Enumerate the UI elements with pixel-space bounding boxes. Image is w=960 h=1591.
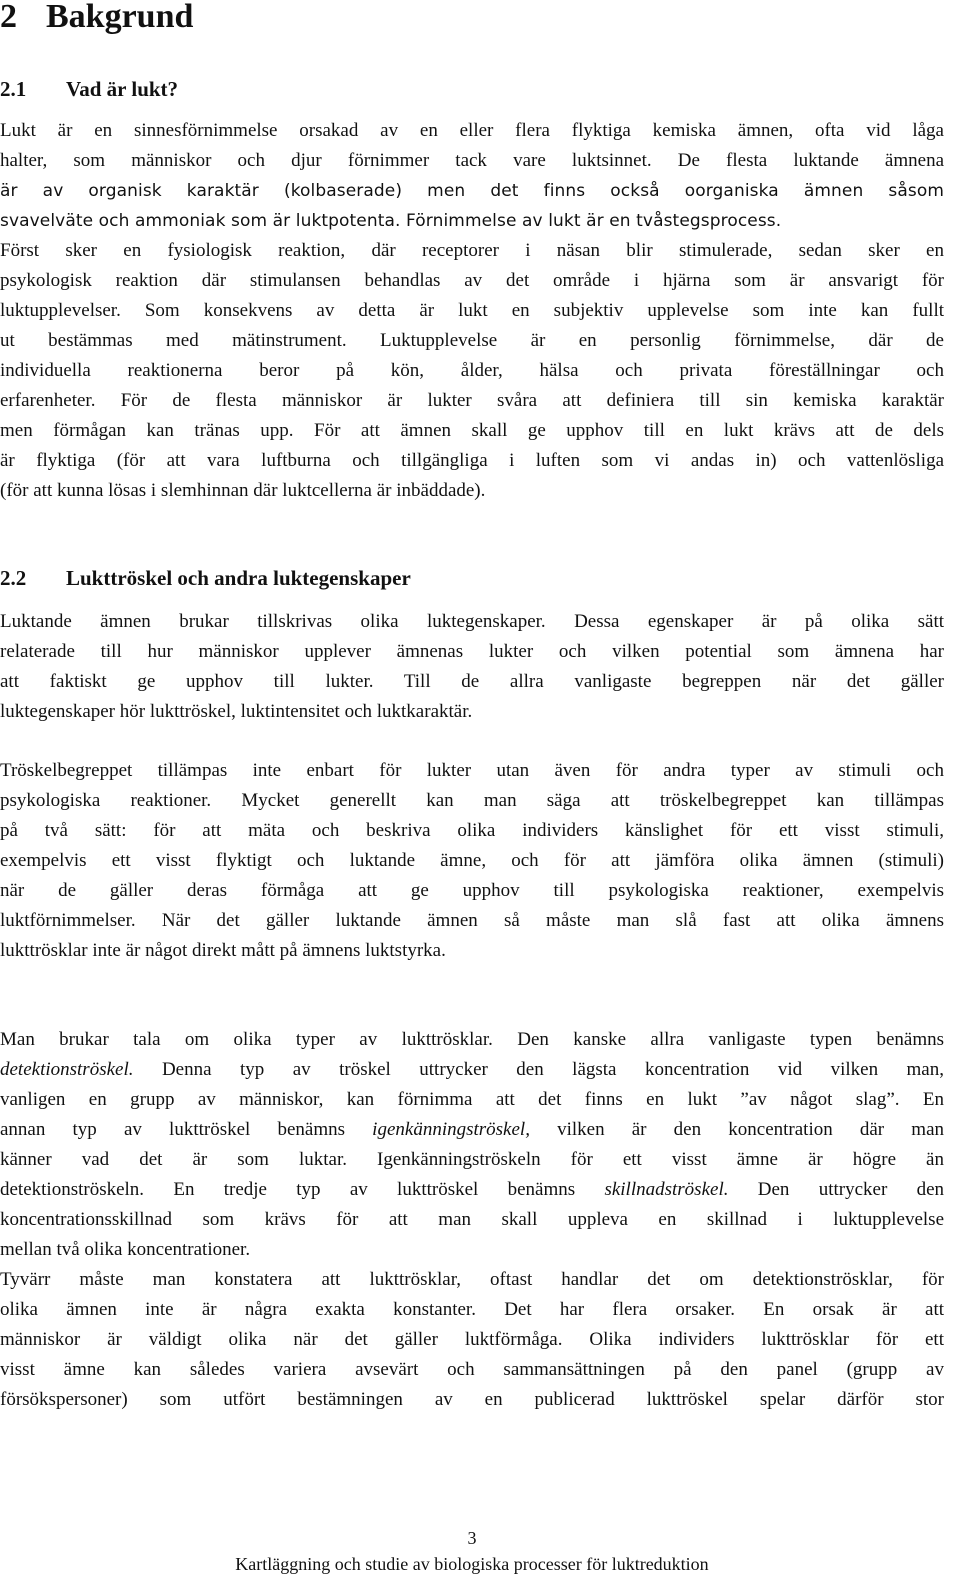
section-heading-2-1 — [0, 77, 178, 101]
term-difference-threshold: skillnadströskel. — [604, 1179, 729, 1200]
paragraph-odour-properties — [0, 607, 944, 727]
page-number: 3 — [467, 1528, 477, 1548]
text-line: psykologisk reaktion där stimulansen behandlas av det område i hjärna som är ansvarigt för — [0, 270, 944, 291]
text-line: vanligen en grupp av människor, kan förnimma att det finns en lukt ”av något slag”. En — [0, 1089, 944, 1110]
text-line: luktegenskaper hör lukttröskel, luktintensitet och luktkaraktär. — [0, 701, 473, 722]
term-detection-threshold: detektionströskel. — [0, 1059, 134, 1080]
text-line: relaterade till hur människor upplever ämnenas lukter och vilken potential som ämnena har — [0, 641, 944, 662]
section-number: 2.1 — [0, 77, 27, 101]
text-line: att faktiskt ge upphov till lukter. Till de allra vanligaste begreppen när det gäller — [0, 671, 944, 692]
chapter-number: 2 — [0, 0, 17, 35]
text-line: individuella reaktionerna beror på kön, ålder, hälsa och privata föreställningar och — [0, 360, 944, 381]
paragraph-threshold-variation — [0, 1265, 944, 1415]
text-line: Man brukar tala om olika typer av lukttrösklar. Den kanske allra vanligaste typen benämns — [0, 1029, 944, 1050]
text-line: (för att kunna lösas i slemhinnan där luktcellerna är inbäddade). — [0, 480, 486, 501]
text-line: Först sker en fysiologisk reaktion, där receptorer i näsan blir stimulerade, sedan sker en — [0, 240, 944, 261]
section-number: 2.2 — [0, 566, 27, 590]
text-line: människor är väldigt olika när det gäller luktförmåga. Olika individers lukttrösklar för ett — [0, 1329, 944, 1350]
text-line: luktförnimmelser. När det gäller luktande ämnen så måste man slå fast att olika ämnens — [0, 910, 944, 931]
paragraph-what-is-smell — [0, 116, 944, 506]
section-title: Lukttröskel och andra luktegenskaper — [66, 566, 411, 590]
text-line: ut bestämmas med mätinstrument. Luktupplevelse är en personlig förnimmelse, där de — [0, 330, 944, 351]
text-line: Tröskelbegreppet tillämpas inte enbart för lukter utan även för andra typer av stimuli och — [0, 760, 944, 781]
term-recognition-threshold: igenkänningströskel, — [372, 1119, 530, 1140]
text-line: halter, som människor och djur förnimmer tack vare luktsinnet. De flesta luktande ämnena — [0, 150, 944, 171]
text-line: psykologiska reaktioner. Mycket generellt kan man säga att tröskelbegreppet kan tillämpas — [0, 790, 944, 811]
text-line: är flyktiga (för att vara luftburna och tillgängliga i luften som vi andas in) och vattenlösliga — [0, 450, 944, 471]
section-title: Vad är lukt? — [66, 77, 179, 101]
text-line: visst ämne kan således variera avsevärt och sammansättningen på den panel (grupp av — [0, 1359, 944, 1380]
text-line: svavelväte och ammoniak som är luktpotenta. Förnimmelse av lukt är en tvåstegsprocess. — [0, 211, 782, 231]
text-line: annan typ av lukttröskel benämns igenkänningströskel, vilken är den koncentration där man — [0, 1119, 945, 1140]
paragraph-threshold-concept — [0, 756, 944, 966]
text-line: detektionströskel. Denna typ av tröskel uttrycker den lägsta koncentration vid vilken man, — [0, 1059, 944, 1080]
text-line: olika ämnen inte är några exakta konstanter. Det har flera orsaker. En orsak är att — [0, 1299, 944, 1320]
text-line: erfarenheter. För de flesta människor är lukter svåra att definiera till sin kemiska karaktär — [0, 390, 944, 411]
text-line: men förmågan kan tränas upp. För att ämnen skall ge upphov till en lukt krävs att de dels — [0, 420, 944, 441]
text-line: när de gäller deras förmåga att ge upphov till psykologiska reaktioner, exempelvis — [0, 880, 944, 901]
text-line: på två sätt: för att mäta och beskriva olika individers känslighet för ett visst stimuli, — [0, 820, 944, 841]
chapter-title: Bakgrund — [46, 0, 194, 35]
text-line: mellan två olika koncentrationer. — [0, 1239, 251, 1260]
text-line: försökspersoner) som utfört bestämningen av en publicerad lukttröskel spelar därför stor — [0, 1389, 944, 1410]
section-heading-2-2 — [0, 566, 411, 590]
text-line: lukttrösklar inte är något direkt mått på ämnens luktstyrka. — [0, 940, 446, 961]
footer-title: Kartläggning och studie av biologiska processer för luktreduktion — [235, 1554, 709, 1574]
text-line: koncentrationsskillnad som krävs för att man skall uppleva en skillnad i luktupplevelse — [0, 1209, 944, 1230]
text-line: detektionströskeln. En tredje typ av lukttröskel benämns skillnadströskel. Den uttrycker den — [0, 1179, 945, 1200]
text-line: Tyvärr måste man konstatera att lukttrösklar, oftast handlar det om detektionströsklar, för — [0, 1269, 944, 1290]
text-line: exempelvis ett visst flyktigt och luktande ämne, och för att jämföra olika ämnen (stimuli) — [0, 850, 944, 871]
text-line: känner vad det är som luktar. Igenkänningströskeln för ett visst ämne är högre än — [0, 1149, 944, 1170]
paragraph-threshold-types — [0, 1025, 944, 1265]
chapter-heading — [0, 0, 193, 34]
text-line: Lukt är en sinnesförnimmelse orsakad av en eller flera flyktiga kemiska ämnen, ofta vid låga — [0, 120, 944, 141]
text-line: luktupplevelser. Som konsekvens av detta är lukt en subjektiv upplevelse som inte kan fullt — [0, 300, 944, 321]
text-line: Luktande ämnen brukar tillskrivas olika luktegenskaper. Dessa egenskaper är på olika sätt — [0, 611, 944, 632]
text-line: är av organisk karaktär (kolbaserade) men det finns också oorganiska ämnen såsom — [0, 181, 944, 201]
